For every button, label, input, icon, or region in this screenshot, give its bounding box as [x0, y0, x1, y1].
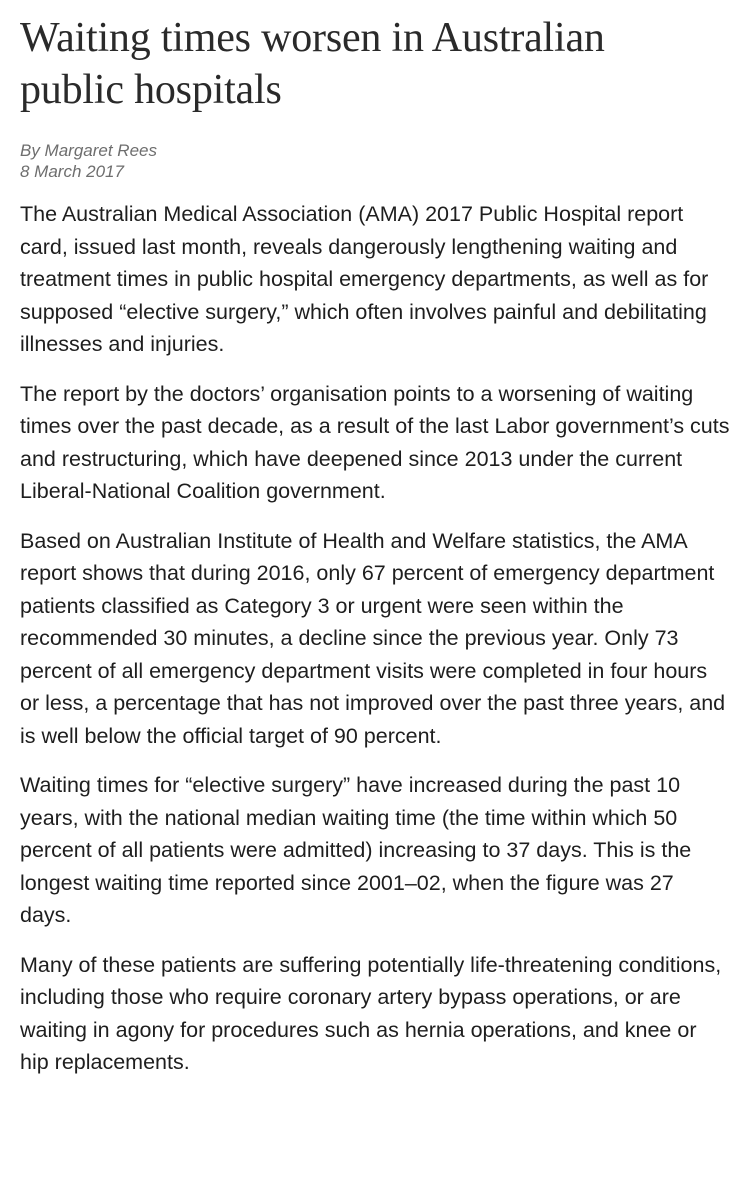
article-date: 8 March 2017	[20, 162, 124, 181]
article-paragraph: The Australian Medical Association (AMA) 2017 Public Hospital report card, issued last month, reveals dangerously lengthening waiting and treatment times in public hospital emergency departments, as well as for supposed “elective surgery,” which often involves painful and debilitating illnesses and injuries.	[20, 202, 709, 356]
article-paragraph: Waiting times for “elective surgery” have increased during the past 10 years, with the national median waiting time (the time within which 50 percent of all patients were admitted) increasing to 37 days. This is the longest waiting time reported since 2001–02, when the figure was 27 days.	[20, 773, 692, 927]
article-paragraph: The report by the doctors’ organisation points to a worsening of waiting times over the past decade, as a result of the last Labor government’s cuts and restructuring, which have deepened since 2013 under the current Liberal-National Coalition government.	[20, 381, 730, 503]
article-title: Waiting times worsen in Australian public hospitals	[20, 15, 605, 113]
article-byline: By Margaret Rees	[20, 141, 157, 160]
article-paragraph: Based on Australian Institute of Health and Welfare statistics, the AMA report shows that during 2016, only 67 percent of emergency department patients classified as Category 3 or urgent were seen within the recommended 30 minutes, a decline since the previous year. Only 73 percent of all emergency department visits were completed in four hours or less, a percentage that has not improved over the past three years, and is well below the official target of 90 percent.	[20, 528, 726, 748]
article-paragraph: Many of these patients are suffering potentially life-threatening conditions, including those who require coronary artery bypass operations, or are waiting in agony for procedures such as hernia operations, and knee or hip replacements.	[20, 952, 722, 1074]
